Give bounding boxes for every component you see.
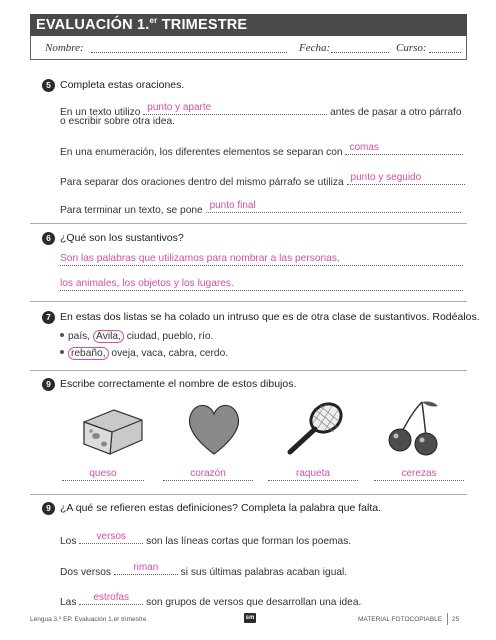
picture-answer-blank[interactable]: [374, 467, 464, 481]
question-number: 7: [42, 311, 55, 324]
bullet-icon: [60, 350, 64, 354]
question-prompt: En estas dos listas se ha colado un intruso que es de otra clase de sustantivos. Rodéalos.: [60, 311, 480, 323]
question-number: 9: [42, 502, 55, 515]
footer-left: Lengua 3.º EP. Evaluación 1.er trimestre: [30, 616, 147, 623]
name-field[interactable]: [91, 52, 287, 53]
footer-divider: [447, 613, 448, 625]
answer-text: queso: [89, 468, 117, 479]
answer-blank[interactable]: [347, 173, 465, 185]
question-prompt: ¿Qué son los sustantivos?: [60, 232, 184, 244]
section-divider: [30, 494, 467, 495]
question-number: 5: [42, 79, 55, 92]
publisher-logo: sm: [245, 615, 255, 621]
answer-text: punto y seguido: [350, 172, 422, 183]
sentence-line: Para separar dos oraciones dentro del mismo párrafo se utiliza punto y seguido: [60, 173, 465, 188]
definition-line: Las estrofas son grupos de versos que desarrollan una idea.: [60, 592, 362, 608]
answer-blank[interactable]: [79, 593, 143, 605]
footer-right: MATERIAL FOTOCOPIABLE: [358, 616, 443, 623]
noun-list: país, Ávila, ciudad, pueblo, río.: [60, 331, 213, 342]
answer-line[interactable]: los animales, los objetos y los lugares.: [60, 278, 463, 291]
answer-text: comas: [349, 142, 379, 153]
answer-text: corazón: [190, 468, 226, 479]
question-prompt: Escribe correctamente el nombre de estos dibujos.: [60, 378, 297, 390]
question-number: 9: [42, 378, 55, 391]
section-divider: [30, 301, 467, 302]
course-label: Curso:: [396, 42, 427, 54]
date-label: Fecha:: [299, 42, 331, 54]
bullet-icon: [60, 333, 64, 337]
answer-blank[interactable]: [79, 532, 143, 544]
answer-blank[interactable]: [114, 563, 178, 575]
answer-text: versos: [96, 531, 126, 542]
sentence-line: Para terminar un texto, se pone punto final: [60, 201, 461, 216]
course-field[interactable]: [429, 52, 461, 53]
sentence-line: En un texto utilizo punto y aparte antes de pasar a otro párrafo: [60, 102, 462, 118]
question-number: 6: [42, 232, 55, 245]
cherries-icon: [382, 398, 442, 458]
sentence-line: En una enumeración, los diferentes elementos se separan con comas: [60, 143, 463, 158]
answer-blank[interactable]: [345, 143, 463, 155]
sentence-line: o escribir sobre otra idea.: [60, 116, 175, 127]
picture-answer-blank[interactable]: [163, 467, 253, 481]
definition-line: Dos versos riman si sus últimas palabras acaban igual.: [60, 562, 348, 578]
heart-icon: [184, 398, 244, 458]
page-title: EVALUACIÓN 1.$^{er}$ TRIMESTRE: [36, 16, 248, 33]
question-prompt: Completa estas oraciones.: [60, 79, 185, 91]
question-prompt: ¿A qué se refieren estas definiciones? Completa la palabra que falta.: [60, 502, 382, 514]
circled-intruder[interactable]: Ávila,: [93, 330, 124, 343]
page-number: 25: [452, 616, 460, 623]
definition-line: Los versos son las líneas cortas que forman los poemas.: [60, 531, 352, 547]
picture-answer-blank[interactable]: [62, 467, 144, 481]
answer-line[interactable]: Son las palabras que utilizamos para nombrar a las personas,: [60, 253, 463, 266]
answer-text: raqueta: [296, 468, 330, 479]
cheese-icon: [78, 398, 148, 458]
picture-answer-blank[interactable]: [268, 467, 358, 481]
answer-text: cerezas: [401, 468, 437, 479]
answer-blank[interactable]: [143, 103, 327, 115]
answer-text: riman: [133, 562, 159, 573]
date-field[interactable]: [331, 52, 389, 53]
answer-text: punto y aparte: [147, 102, 212, 113]
noun-list: rebaño, oveja, vaca, cabra, cerdo.: [60, 348, 228, 359]
name-label: Nombre:: [45, 42, 84, 54]
racket-icon: [280, 398, 350, 458]
answer-text: estrofas: [93, 592, 130, 603]
section-divider: [30, 370, 467, 371]
answer-text: punto final: [209, 200, 256, 211]
section-divider: [30, 223, 467, 224]
circled-intruder[interactable]: rebaño,: [68, 347, 109, 360]
answer-blank[interactable]: [206, 201, 461, 213]
student-info-row: [30, 36, 467, 60]
